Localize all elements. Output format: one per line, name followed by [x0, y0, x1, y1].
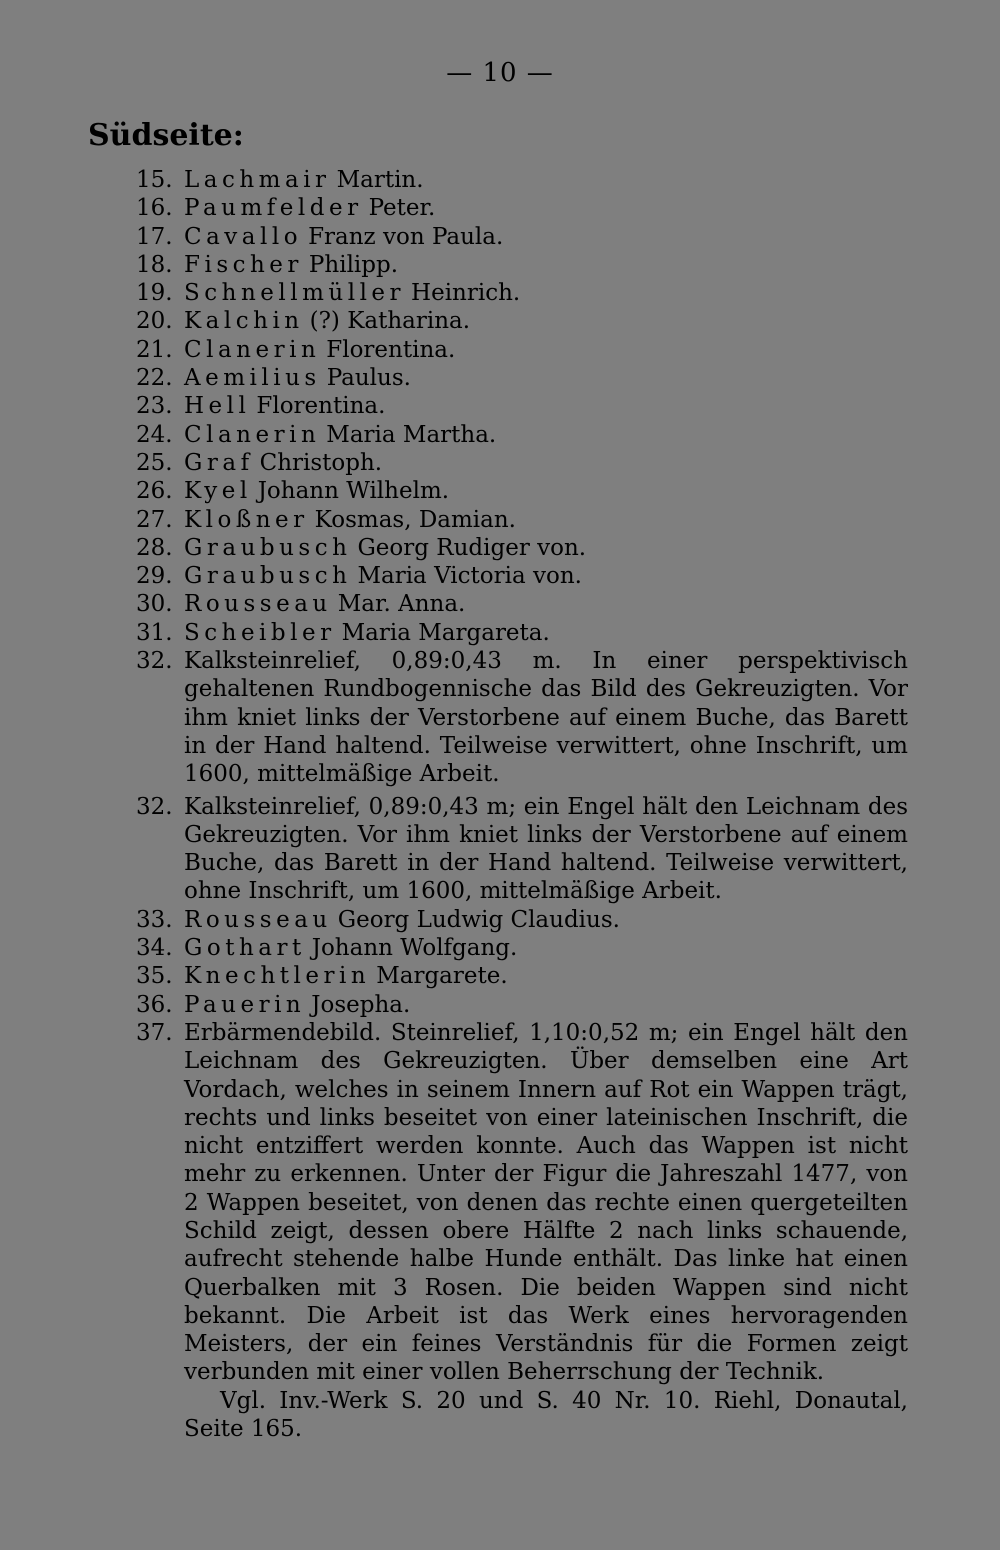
entry-surname: Lachmair — [184, 167, 331, 193]
entry-number: 17. — [136, 223, 173, 250]
entry-surname: Rousseau — [184, 591, 332, 618]
entry-text — [184, 194, 908, 222]
entry-number: 16. — [136, 195, 173, 222]
entry-number: 25. — [136, 449, 173, 476]
entry-surname: Graubusch — [184, 563, 352, 590]
entry-text — [184, 449, 908, 477]
entry-number: 33. — [136, 906, 173, 933]
entry-given-name: Kosmas, Damian. — [314, 506, 516, 533]
entry-text — [184, 534, 908, 562]
entry-text — [184, 477, 908, 505]
entry-text — [184, 279, 908, 307]
entry-given-name: (?) Katharina. — [309, 308, 471, 335]
entry-text — [184, 506, 908, 534]
list-item — [136, 477, 908, 505]
entry-text — [184, 590, 908, 618]
entry-given-name: Georg Rudiger von. — [357, 534, 587, 561]
entry-given-name: Margarete. — [376, 963, 508, 990]
entry-text — [184, 421, 908, 449]
entry-surname: Kloßner — [184, 506, 309, 533]
entry-number: 34. — [136, 935, 173, 962]
entry-number: 19. — [136, 280, 173, 307]
list-item — [136, 991, 908, 1019]
entry-given-name: Peter. — [368, 195, 436, 222]
entry-text — [184, 364, 908, 392]
entry-number: 30. — [136, 591, 173, 618]
entry-text — [184, 251, 908, 279]
entry-text — [184, 392, 908, 420]
entry-text — [184, 336, 908, 364]
entry-surname: Clanerin — [184, 421, 321, 448]
entry-surname: Knechtlerin — [184, 963, 371, 990]
entry-number: 20. — [136, 308, 173, 335]
entry-given-name: Johann Wilhelm. — [257, 478, 450, 505]
list-item — [136, 223, 908, 251]
entry-group — [136, 906, 908, 1019]
entry-surname: Hell — [184, 393, 251, 420]
entry-text — [184, 562, 908, 590]
entry-surname: Fischer — [184, 251, 303, 278]
list-item — [136, 364, 908, 392]
entry-number: 22. — [136, 365, 173, 392]
entry-text — [184, 962, 908, 990]
entry-given-name: Florentina. — [326, 336, 456, 363]
list-item — [136, 793, 908, 906]
list-item — [136, 392, 908, 420]
entry-surname: Paumfelder — [184, 195, 363, 222]
list-item — [136, 194, 908, 222]
entry-given-name: Johann Wolfgang. — [311, 935, 518, 962]
entry-text — [184, 991, 908, 1019]
list-item — [136, 421, 908, 449]
entry-given-name: Heinrich. — [411, 280, 521, 307]
entry-number: 28. — [136, 534, 173, 561]
entry-number: 15. — [136, 167, 173, 193]
entry-given-name: Florentina. — [256, 393, 386, 420]
entry-text — [184, 619, 908, 647]
list-item — [136, 279, 908, 307]
entry-surname: Scheibler — [184, 619, 336, 646]
entry-surname: Aemilius — [184, 365, 321, 392]
entry-list — [136, 166, 908, 1443]
entry-given-name: Josepha. — [311, 991, 411, 1018]
entry-surname: Graf — [184, 449, 254, 476]
entry-group — [136, 166, 908, 647]
list-item — [136, 449, 908, 477]
list-item — [136, 619, 908, 647]
entry-text: Kalksteinrelief, 0,89:0,43 m. In einer perspektivisch gehaltenen Rundbogennische das Bild des Gekreuzigten. Vor ihm kniet links der Verstorbene auf einem Buche, das Barett in der Hand haltend. Teilweise verwittert, ohne Inschrift, um 1600, mittelmäßige Arbeit. — [184, 648, 908, 788]
list-item — [136, 562, 908, 590]
entry-number: 36. — [136, 991, 173, 1018]
reference-note: Vgl. Inv.-Werk S. 20 und S. 40 Nr. 10. Riehl, Donautal, Seite 165. — [184, 1387, 908, 1443]
entry-given-name: Christoph. — [259, 449, 383, 476]
entry-number: 35. — [136, 963, 173, 990]
entry-number: 29. — [136, 563, 173, 590]
entry-surname: Clanerin — [184, 336, 321, 363]
list-item — [136, 506, 908, 534]
entry-surname: Pauerin — [184, 991, 306, 1018]
entry-surname: Schnellmüller — [184, 280, 406, 307]
entry-number: 31. — [136, 619, 173, 646]
entry-given-name: Georg Ludwig Claudius. — [337, 906, 620, 933]
entry-given-name: Martin. — [336, 167, 424, 193]
entry-surname: Gothart — [184, 935, 306, 962]
entry-text — [184, 166, 908, 194]
entry-surname: Graubusch — [184, 534, 352, 561]
list-item — [136, 307, 908, 335]
page-number: — 10 — — [446, 58, 554, 88]
entry-number: 32. — [136, 648, 173, 675]
entry-number: 26. — [136, 478, 173, 505]
list-item — [136, 1019, 908, 1387]
section-heading: Südseite: — [88, 118, 244, 153]
entry-surname: Kalchin — [184, 308, 304, 335]
entry-given-name: Maria Margareta. — [341, 619, 550, 646]
entry-text: Erbärmendebild. Steinrelief, 1,10:0,52 m; ein Engel hält den Leichnam des Gekreuzigten. Über demselben eine Art Vordach, welches in seinem Innern auf Rot ein Wappen trägt, rechts und links beseitet von einer lateinischen Inschrift, die nicht entziffert werden konnte. Auch das Wappen ist nicht mehr zu erkennen. Unter der Figur die Jahreszahl 1477, von 2 Wappen beseitet, von denen das rechte einen quergeteilten Schild zeigt, dessen obere Hälfte 2 nach links schauende, aufrecht stehende halbe Hunde enthält. Das linke hat einen Querbalken mit 3 Rosen. Die beiden Wappen sind nicht bekannt. Die Arbeit ist das Werk eines hervoragenden Meisters, der ein feines Verständnis für die Formen zeigt verbunden mit einer vollen Beherrschung der Technik. — [184, 1019, 908, 1386]
list-item — [136, 590, 908, 618]
entry-number: 27. — [136, 506, 173, 533]
entry-number: 24. — [136, 421, 173, 448]
list-item — [136, 336, 908, 364]
list-item — [136, 934, 908, 962]
entry-given-name: Paulus. — [326, 365, 411, 392]
entry-text: Kalksteinrelief, 0,89:0,43 m; ein Engel hält den Leichnam des Gekreuzigten. Vor ihm kniet links der Verstorbene auf einem Buche, das Barett in der Hand haltend. Teilweise verwittert, ohne Inschrift, um 1600, mittelmäßige Arbeit. — [184, 793, 908, 905]
entry-number: 18. — [136, 251, 173, 278]
entry-given-name: Philipp. — [308, 251, 399, 278]
list-item — [136, 166, 908, 194]
list-item — [136, 962, 908, 990]
entry-given-name: Franz von Paula. — [308, 223, 504, 250]
entry-number: 23. — [136, 393, 173, 420]
list-item — [136, 647, 908, 788]
entry-number: 21. — [136, 336, 173, 363]
entry-number: 32. — [136, 793, 173, 820]
entry-surname: Rousseau — [184, 906, 332, 933]
list-item — [136, 906, 908, 934]
entry-surname: Cavallo — [184, 223, 303, 250]
entry-text — [184, 307, 908, 335]
entry-given-name: Mar. Anna. — [337, 591, 466, 618]
list-item — [136, 251, 908, 279]
list-item — [136, 534, 908, 562]
entry-number: 37. — [136, 1019, 173, 1046]
entry-given-name: Maria Victoria von. — [357, 563, 582, 590]
entry-text — [184, 934, 908, 962]
entry-surname: Kyel — [184, 478, 252, 505]
entry-text — [184, 906, 908, 934]
entry-given-name: Maria Martha. — [326, 421, 497, 448]
entry-text — [184, 223, 908, 251]
